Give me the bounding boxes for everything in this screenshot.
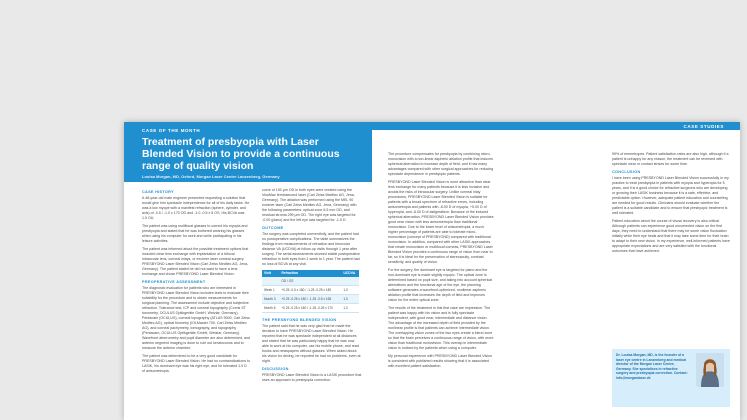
header-band	[372, 122, 740, 130]
table-header: Visit	[262, 270, 279, 277]
paragraph: My personal experience with PRESBYOND Laser Blended Vision is consistent with published results showing that it is associated with excellent patient satisfaction.	[388, 354, 493, 368]
heading-preop: PREOPERATIVE ASSESSMENT	[142, 280, 206, 284]
article-authors: Louisa Morgan, MD, Oxford, Morgan Laser Centre Lanzenberg, Germany	[142, 174, 280, 179]
paragraph: PRESBYOND Laser Blended Vision is more attractive than clear lens exchange for many patients because it is less invasive and avoids the risks of intraocular surgery. Unlike corneal inlay procedures, PRESBYOND Laser Blended Vision is suitable for patients with a broad spectrum of refractive errors, including anisometropia and patients with -8.00 D of myopia, +5.00 D of hyperopia, and -6.00 D of astigmatism. Because of the induced spherical aberration, PRESBYOND Laser Blended Vision provides good near vision with less anisometropia than traditional monovision. Due to the lower level of anisometropia, a much higher percentage of patients are able to tolerate micro-monovision (concept of PRESBYOND) compared with traditional monovision. In addition, compared with other LASIK approaches that create monovision or multifocal corneas, PRESBYOND Laser Blended Vision provides a continuous range of vision from near to far, so it is ideal for the preservation of stereoacuity, contrast sensitivity, and quality of vision.	[388, 180, 494, 264]
section-label: CASE OF THE MONTH	[142, 128, 201, 133]
table-row: Month 6 +0.25 -0.25 x 180 / -1.25 -0.25 x 170 1.0	[262, 304, 359, 313]
heading-conclusion: CONCLUSION	[612, 170, 641, 174]
table-row: OD / OS	[262, 277, 359, 286]
paragraph: The patient said that he was very glad that he made the decision to have PRESBYOND Laser Blended Vision. He reported that he was spectacle independent at all distances and stated that he was particularly happy that he was now able to work at his computer, use his mobile phone, and read books and newspapers without glasses. When asked about his vision for driving, he reported he had no problems, even at night.	[262, 324, 361, 363]
heading-case-history: CASE HISTORY	[142, 190, 174, 194]
author-photo	[696, 353, 724, 387]
heading-discussion: DISCUSSION	[262, 367, 289, 371]
paragraph: The procedure compensates for presbyopia by combining micro-monovision with a non-linear aspheric ablation profile that induces spherical aberration to increase depth of field, and it has many advantages compared with other surgical approaches for reducing spectacle dependence in presbyopic patients.	[388, 152, 494, 176]
paragraph: curve of 150 µm OD in both eyes were created using the VisuMax femtosecond laser (Carl Zeiss Meditec AG, Jena, Germany). The ablation was performed using the MEL 90 excimer laser (Carl Zeiss Meditec AG, Jena, Germany) with the following parameters: optical zone 6.5 mm OD, and residual stroma 299 µm OD. The right eye was targeted for -0.00 (plano) and the left eye was targeted for -1.5 D.	[262, 188, 357, 222]
paragraph: The patient was informed about the possible treatment options that included clear lens exchange with implantation of a trifocal intraocular lens, corneal inlays, or excimer laser corneal surgery PRESBYOND Laser Blended Vision (Carl Zeiss Meditec AG, Jena, Germany). The patient stated he did not want to have a lens exchange and chose PRESBYOND Laser Blended Vision.	[142, 247, 249, 276]
paragraph: PRESBYOND Laser Blended Vision is a LASIK procedure that uses an approach to presbyopia correction.	[262, 373, 362, 382]
right-section-label: CASE STUDIES	[683, 123, 724, 129]
author-bio-text: Dr. Louisa Morgan, MD, is the founder of a laser eye centre in Lanzenberg and medical director of the Morgan Laser Centre, Germany. She specialises in refractive surgery and presbyopia correction. Contact: info@morganlaser.de	[616, 353, 688, 380]
paragraph: A 48-year-old male engineer presented requesting a solution that would give him spectacle independence for all of his daily tasks. He was a low myope with a manifest refraction (sphere, cylinder, and axis) of -0.5 / -1.0 x 170 OD and -1.0 -0.5 x 5 OS. His BCVA was 1.0 OU.	[142, 196, 250, 220]
title-band	[124, 122, 372, 182]
paragraph: The results of the treatment in this first case are impressive. The patient was happy with his vision and is fully spectacle independent, with good near, intermediate and distance vision. The advantage of the increased depth of field provided by the nonlinear profile is that patients can achieve intermediate vision. The overlapping vision zones of the two eyes create a blend zone so that the brain perceives a continuous range of vision, with more vision than traditional monovision. This overlap in intermediate vision is noticed by the patients when using a computer.	[388, 306, 494, 350]
heading-blended-vision: THE PRESBYOND BLENDED VISION	[262, 318, 337, 322]
column-4	[612, 152, 730, 257]
paragraph: The surgery was completed uneventfully, and the patient had no postoperative complications. The table summarizes the findings from measurements of refraction and binocular distance VA (UCDVA) at follow-up visits through 1 year after surgery. The serial assessments showed stable postoperative refraction in both eyes from 1 week to 1 year. The patient had no loss of BCVA at any visit.	[262, 232, 360, 266]
paragraph: Patient education about the course of visual recovery is also critical. Although patients can experience good uncorrected vision on the first days, they need to understand that there may be some vision fluctuation initially while their eye heals and that it may take some time for their brain to adapt to their new vision. In my experience, well-informed patients have appropriate expectations and are very satisfied with the functional outcomes that have achieved.	[612, 219, 730, 253]
outcome-table	[262, 270, 359, 313]
table-row: Week 1 +0.25 -0.5 x 180 / -1.25 -0.25 x 180 1.0	[262, 286, 359, 295]
paragraph: For the surgery, the dominant eye is targeted for plano and the non-dominant eye is made slightly myopic. The optical zone is determined based on pupil size, and taking into account spherical aberrations and the functional age of the eye, the planning software generates a wavefront-optimized, nonlinear aspheric ablation profile that increases the depth of field and improves vision for the entire optical zone.	[388, 268, 493, 302]
column-2	[262, 188, 362, 386]
table-header: UCDVA	[341, 270, 359, 277]
article-title: Treatment of presbyopia with Laser Blended Vision to provide a continuous range of quality vision	[142, 136, 340, 172]
right-page	[372, 122, 740, 420]
paragraph: The diagnostic evaluation for patients who are interested in PRESBYOND Laser Blended Vision includes tests to evaluate their suitability for the procedure and to obtain measurements for surgical planning. The assessment include objective and subjective refraction. Tolerance test, ICP and corneal topography (Corvis ST tonometry, OCULUS Optikgeräte GmbH, Wetzlar, Germany), Pentacam (OCULUS), corneal topography (ATLAS 9000, Carl Zeiss Meditec AG), optical biometry (IOLMaster 700, Carl Zeiss Meditec AG), and corneal pachymetry, tomography, and topography (Pentacam, OCULUS Optikgeräte GmbH, Wetzlar, Germany). Wavefront aberrometry and pupil diameter are also determined, and anterior segment imaging is done to rule out keratoconus and to measure the anterior chamber.	[142, 286, 250, 350]
author-bio-box	[612, 349, 730, 407]
paragraph: 99% of emmetropes. Patient satisfaction rates are also high, although if a patient is unhappy for any reason, the treatment can be reversed with spectacle wear or contact lenses for some time.	[612, 152, 729, 166]
magazine-spread	[124, 122, 740, 420]
left-page	[124, 122, 373, 420]
table-header: Refraction	[279, 270, 341, 277]
paragraph: I have been using PRESBYOND Laser Blended Vision successfully in my practice to treat presbyopia in patients with myopia and hyperopia for 5 years, and it is a good choice for refractive surgeons who are developing or growing their LASIK business because it is a safe, effective, and predictable option. However, adequate patient education and counselling are needed for good results. Clinicians should evaluate whether the patient is a suitable candidate and to ensure that presbyopic treatment is well tolerated.	[612, 176, 729, 215]
column-3	[388, 152, 494, 372]
column-1	[142, 188, 250, 377]
paragraph: The patient was using multifocal glasses to correct his myopia and presbyopia and stated that he was bothered wearing his glasses when using his computer for work and while participating in his leisure activities.	[142, 224, 248, 243]
table-row: Month 3 +0.25 -0.25 x 180 / -1.25 -0.5 x 165 1.0	[262, 295, 359, 304]
heading-outcome: OUTCOME	[262, 226, 284, 230]
paragraph: The patient was determined to be a very good candidate for PRESBYOND Laser Blended Vision. He had no contraindications to LASIK, his dominant eye was his right eye, and he tolerated 1.0 D of anisometropia.	[142, 354, 251, 373]
